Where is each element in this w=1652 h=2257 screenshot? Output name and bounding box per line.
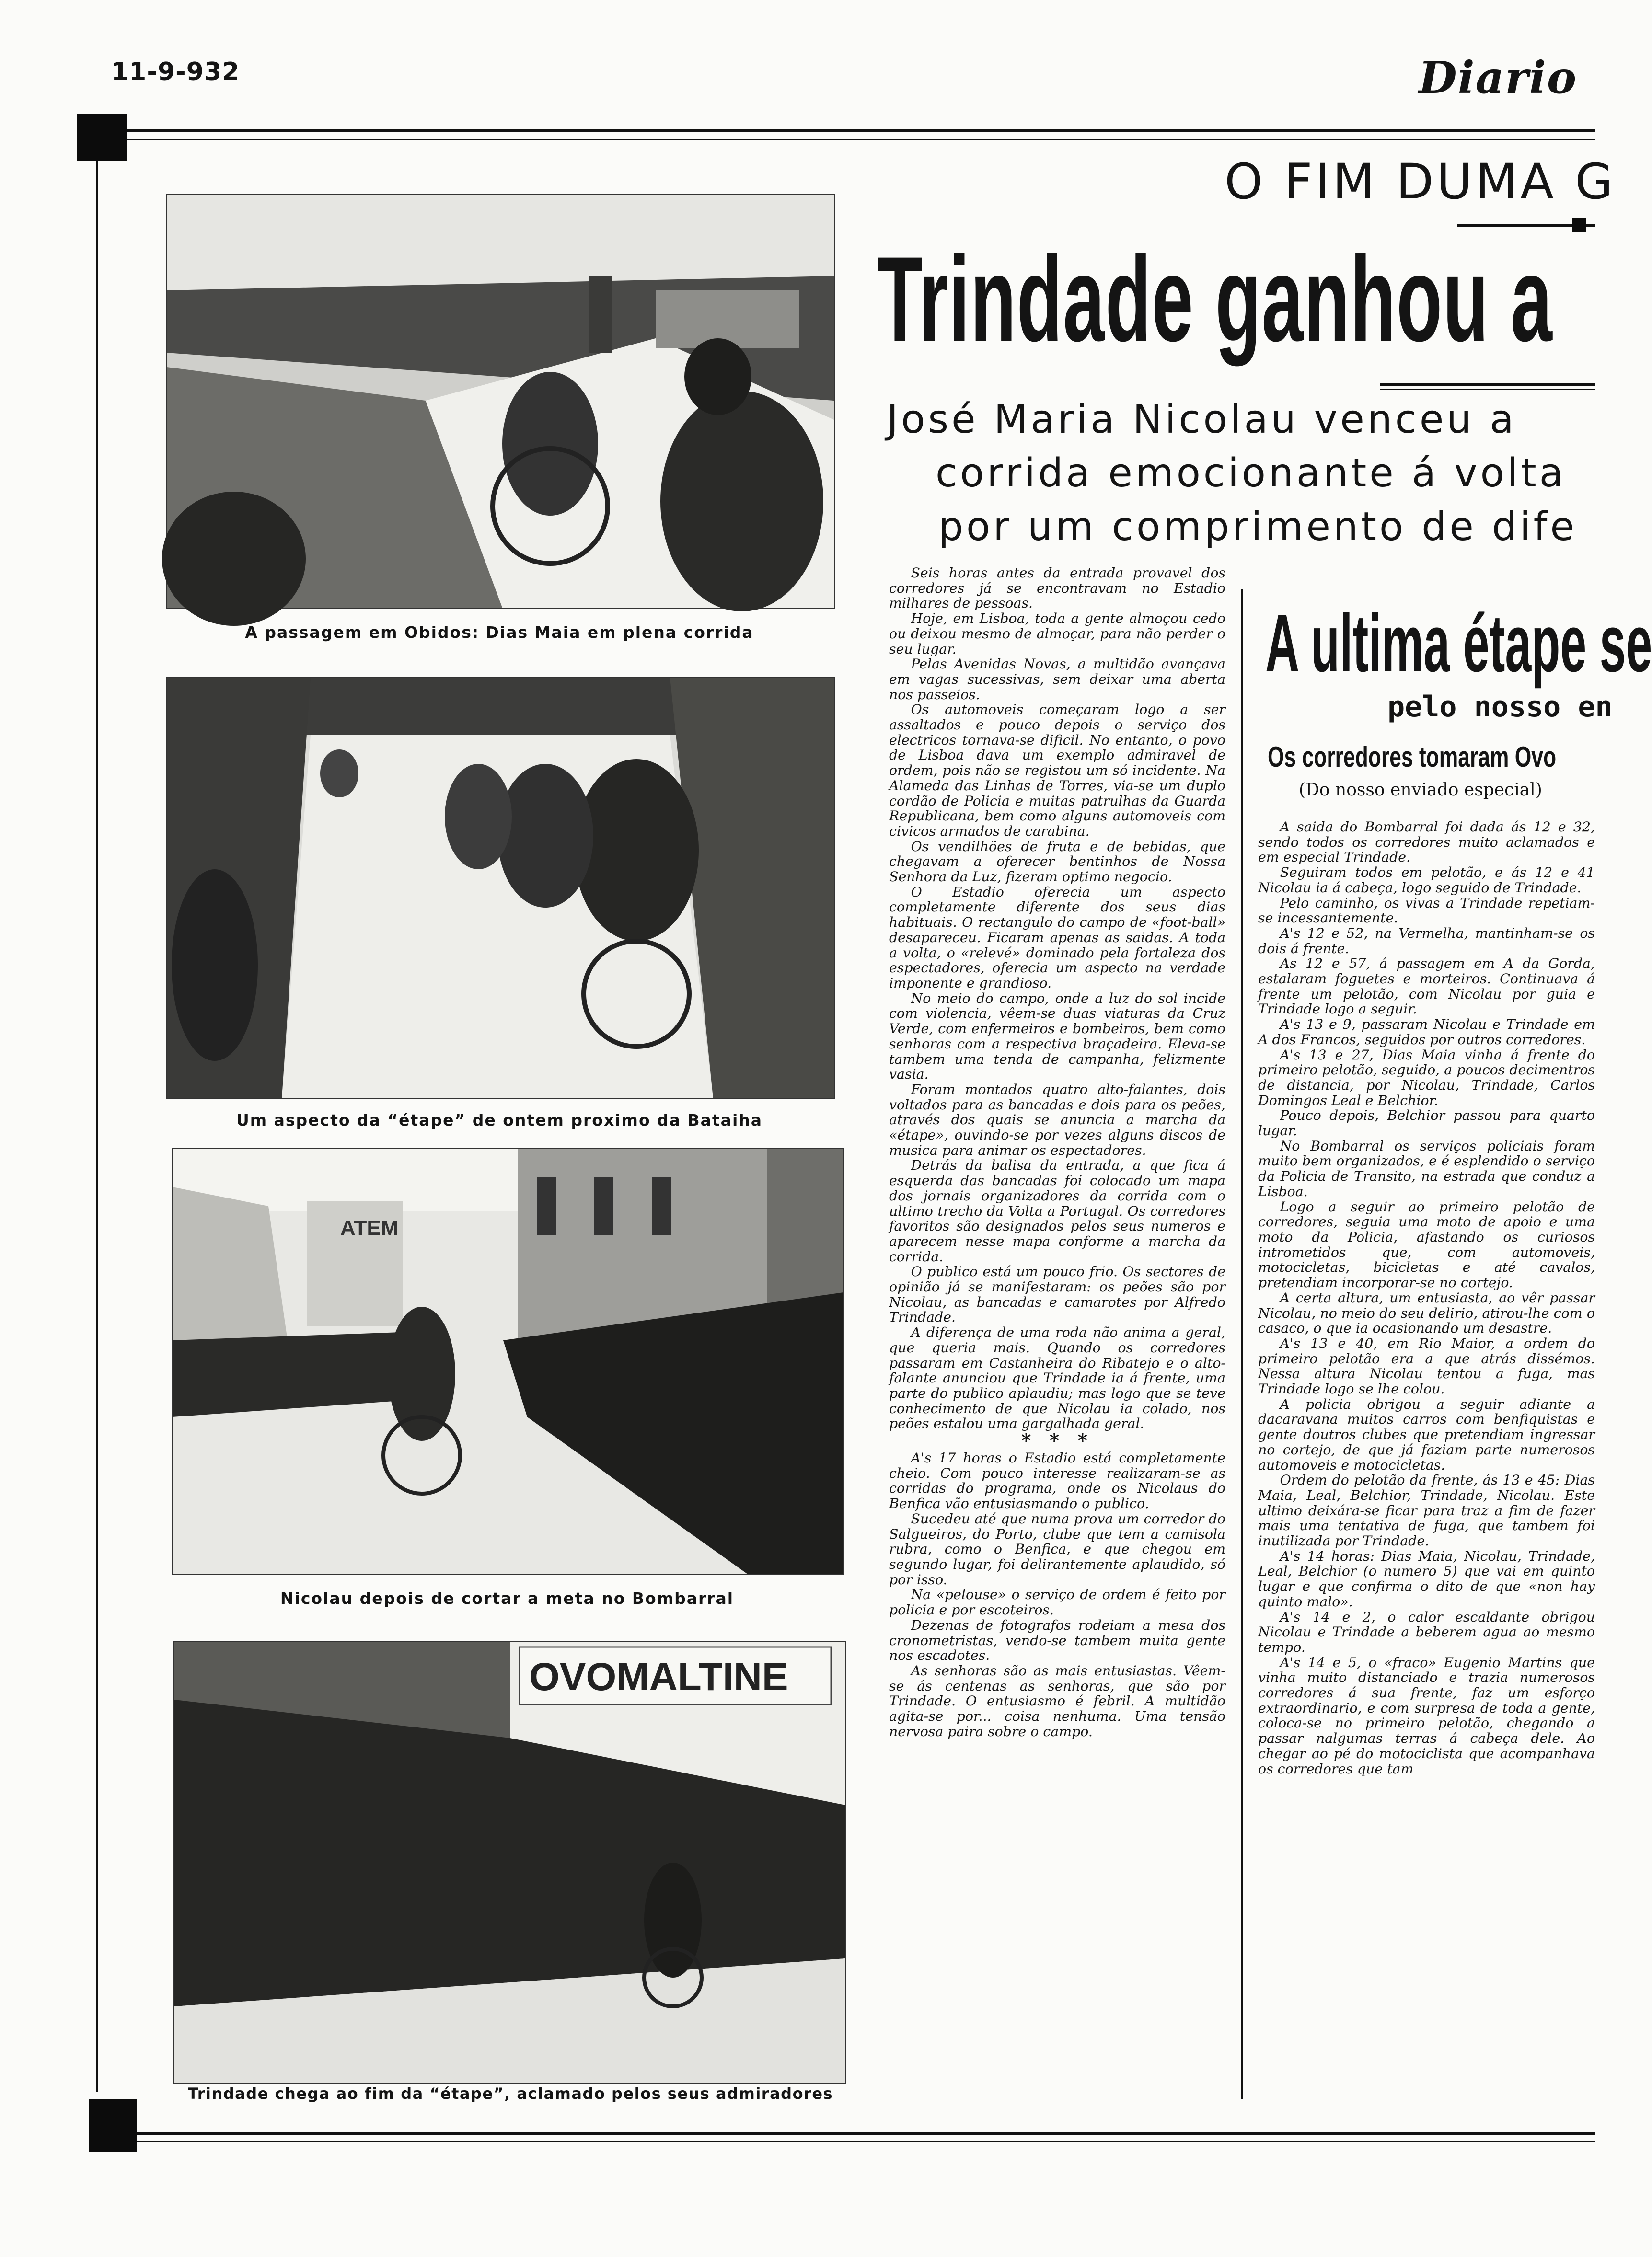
headline-rule-thin (1380, 389, 1595, 390)
bottom-rule (137, 2132, 1595, 2135)
article-deck-line-2: corrida emocionante á volta (936, 450, 1566, 496)
corner-block-top (77, 114, 127, 161)
paragraph: Os automoveis começaram logo a ser assaltados e pouco depois o serviço dos electricos tornava-se dificil. No entanto, o povo de Lisboa dava um exemplo admiravel de ordem, pois não se registou um só incidente. Na Alameda das Linhas de Torres, via-se um duplo cordão de Policia e muitas patrulhas da Guarda Republicana, bem como alguns automoveis com civicos armados de carabina. (889, 702, 1225, 839)
bottom-rule-thin (137, 2141, 1595, 2142)
paragraph: A certa altura, um entusiasta, ao vêr passar Nicolau, no meio do seu delirio, atirou-lhe com o casaco, o que ia ocasionando um desastre. (1258, 1290, 1595, 1336)
paragraph: A's 14 e 2, o calor escaldante obrigou Nicolau e Trindade a beberem agua ao mesmo tempo. (1258, 1609, 1595, 1655)
photo-obidos-image (167, 195, 834, 608)
byline: pelo nosso en (1387, 690, 1613, 724)
photo-bataiha-image (167, 678, 834, 1098)
paragraph: Os vendilhões de fruta e de bebidas, que chegavam a oferecer bentinhos de Nossa Senhora da Luz, fizeram optimo negocio. (889, 838, 1225, 885)
article-column-2 (1258, 819, 1595, 2104)
photo-trindade-chega-image (174, 1642, 845, 2083)
paragraph: Logo a seguir ao primeiro pelotão de corredores, seguia uma moto de apoio e uma moto da Policia, afastando os curiosos intrometidos que, com automoveis, motocicletas, bicicletas e até cavalos, pretendiam incorporar-se no cortejo. (1258, 1198, 1595, 1291)
paragraph: Sucedeu até que numa prova um corredor do Salgueiros, do Porto, clube que tem a camisola rubra, como o Benfica, e que chegou em segundo lugar, foi delirantemente aplaudido, só por isso. (889, 1510, 1225, 1588)
photo-bataiha (166, 677, 835, 1099)
paragraph: A's 13 e 40, em Rio Maior, a ordem do primeiro pelotão era a que atrás dissémos. Nessa altura Nicolau tentou a fuga, mas Trindade logo se lhe colou. (1258, 1335, 1595, 1397)
newspaper-masthead: Diario (1419, 52, 1578, 104)
photo-sign-atem: ATEM (340, 1216, 399, 1240)
article-kicker: O FIM DUMA G (1225, 153, 1616, 210)
left-rule (96, 161, 98, 2092)
kicker-rule-ornament (1572, 218, 1586, 232)
paragraph: A diferença de uma roda não anima a geral, que queria mais. Quando os corredores passaram em Castanheira do Ribatejo e o alto-falante anunciou que Trindade ia á frente, uma parte do publico aplaudiu; mas logo que se teve conhecimento de que Nicolau ia colado, nos peões estalou uma gargalhada geral. (889, 1324, 1225, 1432)
paragraph: A's 14 e 5, o «fraco» Eugenio Martins que vinha muito distanciado e trazia numerosos corredores á sua frente, faz um esforço extraordinario, e com surpresa de toda a gente, coloca-se no primeiro pelotão, chegando a passar nalgumas terras á cabeça dele. Ao chegar ao pé do motociclista que acompanhava os corredores que tam (1258, 1654, 1595, 1777)
photo-obidos-caption: A passagem em Obidos: Dias Maia em plena corrida (245, 623, 754, 642)
paragraph: Ordem do pelotão da frente, ás 13 e 45: Dias Maia, Leal, Belchior, Trindade, Nicolau. Este ultimo deixára-se ficar para traz a fim de fazer mais uma tentativa de fuga, que tambem foi inutilizada por Trindade. (1258, 1472, 1595, 1549)
issue-date: 11-9-932 (111, 58, 240, 86)
photo-sign-ovomaltine: OVOMALTINE (529, 1655, 788, 1699)
paragraph: Pouco depois, Belchior passou para quarto lugar. (1258, 1107, 1595, 1139)
paragraph: A's 17 horas o Estadio está completamente cheio. Com pouco interesse realizaram-se as corridas do programa, onde os Nicolaus do Benfica vão entusiasmando o publico. (889, 1450, 1225, 1512)
paragraph: Pelo caminho, os vivas a Trindade repetiam-se incessantemente. (1258, 895, 1595, 926)
column-divider (1241, 589, 1243, 2099)
paragraph: O Estadio oferecia um aspecto completamente diferente dos seus dias habituais. O rectangulo do campo de «foot-ball» desapareceu. Ficaram apenas as saidas. A toda a volta, o «relevé» dominado pela fortaleza dos espectadores, oferecia um aspecto na verdade imponente e grandioso. (889, 884, 1225, 991)
credit-line: (Do nosso enviado especial) (1299, 780, 1542, 800)
corner-block-bottom (89, 2099, 137, 2152)
top-rule (127, 129, 1595, 132)
paragraph: Hoje, em Lisboa, toda a gente almoçou cedo ou deixou mesmo de almoçar, para não perder o seu lugar. (889, 610, 1225, 657)
paragraph: A saida do Bombarral foi dada ás 12 e 32, sendo todos os corredores muito aclamados e em especial Trindade. (1258, 819, 1595, 865)
paragraph: Na «pelouse» o serviço de ordem é feito por policia e por escoteiros. (889, 1587, 1225, 1618)
section-break-stars: * * * (1021, 1429, 1094, 1452)
paragraph: A policia obrigou a seguir adiante a dacaravana muitos carros com benfiquistas e gente doutros clubes que pretendiam ingressar no cortejo, de que já faziam parte numerosos automoveis e motocicletas. (1258, 1396, 1595, 1473)
article-deck (887, 393, 1577, 554)
article-headline: Trindade ganhou a (877, 232, 1553, 367)
paragraph: A's 14 horas: Dias Maia, Nicolau, Trindade, Leal, Belchior (o numero 5) que vai em quinto lugar e que confirma o dito de que «non hay quinto malo». (1258, 1548, 1595, 1610)
paragraph: Detrás da balisa da entrada, a que fica á esquerda das bancadas foi colocado um mapa dos jornais organizadores da corrida com o ultimo trecho da Volta a Portugal. Os corredores favoritos são designados pelos seus numeros e aparecem nesse mapa conforme a marcha da corrida. (889, 1157, 1225, 1265)
photo-obidos (166, 194, 835, 609)
paragraph: Foram montados quatro alto-falantes, dois voltados para as bancadas e dois para os peões, através dos quais se anuncia a marcha da «étape», ouvindo-se por vezes alguns discos de musica para animar os espectadores. (889, 1081, 1225, 1158)
photo-nicolau-meta-caption: Nicolau depois de cortar a meta no Bombarral (280, 1589, 734, 1608)
sub-subhead: Os corredores tomaram Ovo (1268, 741, 1557, 773)
paragraph: As 12 e 57, á passagem em A da Gorda, estalaram foguetes e morteiros. Continuava á frente um pelotão, com Nicolau por guia e Trindade logo a seguir. (1258, 956, 1595, 1017)
paragraph: Seguiram todos em pelotão, e ás 12 e 41 Nicolau ia á cabeça, logo seguido de Trindade. (1258, 864, 1595, 896)
paragraph: No meio do campo, onde a luz do sol incide com violencia, vêem-se duas viaturas da Cruz Verde, com enfermeiros e bombeiros, bem como senhoras com a respectiva braçadeira. Eleva-se tambem uma tenda de campanha, felizmente vasia. (889, 990, 1225, 1082)
article-deck-line-3: por um comprimento de dife (938, 504, 1577, 550)
article-deck-line-1: José Maria Nicolau venceu a (887, 397, 1517, 442)
paragraph: A's 13 e 9, passaram Nicolau e Trindade em A dos Francos, seguidos por outros corredores. (1258, 1016, 1595, 1048)
headline-rule (1380, 383, 1595, 386)
paragraph: Pelas Avenidas Novas, a multidão avançava em vagas sucessivas, sem deixar uma aberta nos passeios. (889, 656, 1225, 702)
paragraph: A's 12 e 52, na Vermelha, mantinham-se os dois á frente. (1258, 925, 1595, 956)
top-rule-thin (127, 139, 1595, 140)
sub-headline: A ultima étape se (1265, 598, 1652, 689)
paragraph: A's 13 e 27, Dias Maia vinha á frente do primeiro pelotão, seguido, a poucos decimentros de distancia, por Nicolau, Trindade, Carlos Domingos Leal e Belchior. (1258, 1047, 1595, 1108)
photo-nicolau-meta (172, 1148, 844, 1575)
photo-trindade-chega-caption: Trindade chega ao fim da “étape”, aclamado pelos seus admiradores (187, 2084, 833, 2103)
paragraph: Dezenas de fotografos rodeiam a mesa dos cronometristas, vendo-se tambem muita gente nos escadotes. (889, 1617, 1225, 1664)
article-column-1 (889, 565, 1225, 2104)
photo-bataiha-caption: Um aspecto da “étape” de ontem proximo da Bataiha (236, 1111, 763, 1129)
paragraph: O publico está um pouco frio. Os sectores de opinião já se manifestaram: os peões são por Nicolau, as bancadas e camarotes por Alfredo Trindade. (889, 1264, 1225, 1325)
paragraph: As senhoras são as mais entusiastas. Vêem-se ás centenas as senhoras, que são por Trindade. O entusiasmo é febril. A multidão agita-se por... coisa nenhuma. Uma tensão nervosa paira sobre o campo. (889, 1662, 1225, 1739)
photo-trindade-chega (173, 1641, 846, 2084)
photo-nicolau-meta-image (173, 1149, 843, 1574)
paragraph: No Bombarral os serviços policiais foram muito bem organizados, e é esplendido o serviço da Policia de Transito, na estrada que conduz a Lisboa. (1258, 1138, 1595, 1199)
paragraph: Seis horas antes da entrada provavel dos corredores já se encontravam no Estadio milhares de pessoas. (889, 565, 1225, 611)
